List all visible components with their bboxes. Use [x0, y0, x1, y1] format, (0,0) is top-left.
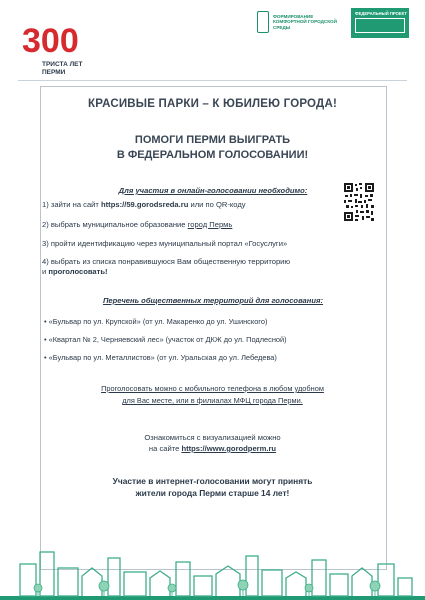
step-4-vote: проголосовать! [48, 267, 108, 276]
logo-300-graphic [20, 22, 92, 58]
federal-project-badge-text: ФЕДЕРАЛЬНЫЙ ПРОЕКТ [355, 11, 407, 16]
step-3: 3) пройти идентификацию через муниципальный портал «Госуслуги» [42, 239, 288, 248]
logo-300-number: 300 [22, 22, 79, 58]
badge-frame [355, 18, 405, 33]
visualization-line2 [40, 443, 385, 454]
step-1 [42, 200, 342, 210]
page-subtitle-line1: ПОМОГИ ПЕРМИ ВЫИГРАТЬ [134, 134, 291, 146]
territory-item: • «Бульвар по ул. Крупской» (от ул. Макаренко до ул. Ушинского) [44, 317, 268, 326]
building-icon [257, 11, 269, 33]
step-4-pre: 4) выбрать из списка понравившуюся Вам общественную территорию [42, 257, 291, 266]
step-1-qr: QR-коду [215, 200, 246, 209]
org-logo [257, 8, 337, 36]
logo-300 [20, 22, 92, 58]
logo-caption [42, 61, 82, 76]
qr-code[interactable] [343, 182, 375, 222]
participation-heading: Для участия в онлайн-голосовании необходимо: [118, 186, 308, 195]
federal-project-badge [351, 8, 409, 38]
step-1-post: или по [188, 200, 216, 209]
step-4-and: и [42, 267, 49, 276]
visualization-line1: Ознакомиться с визуализацией можно [144, 433, 281, 442]
city-skyline-illustration [0, 538, 425, 600]
step-4 [42, 257, 382, 277]
org-logo-text: ФОРМИРОВАНИЕ КОМФОРТНОЙ ГОРОДСКОЙ СРЕДЫ [273, 13, 337, 30]
titles-block [40, 98, 385, 163]
age-note [40, 475, 385, 499]
mobile-note-line2: для Вас месте, или в филиалах МФЦ города Перми. [122, 396, 303, 405]
age-line2: жители города Перми старше 14 лет! [135, 488, 290, 498]
logo-caption-line2: ПЕРМИ [42, 68, 66, 76]
territories-heading: Перечень общественных территорий для голосования: [102, 296, 324, 305]
mobile-note-line1: Проголосовать можно с мобильного телефона в любом удобном [101, 384, 324, 393]
mobile-note [40, 383, 385, 407]
step-1-pre: 1) зайти на сайт [42, 200, 102, 209]
step-1-url[interactable]: https://59.gorodsreda.ru [101, 200, 189, 209]
territory-item: • «Квартал № 2, Черняевский лес» (участок от ДКЖ до ул. Подлесной) [44, 335, 287, 344]
visualization-note [40, 432, 385, 454]
header-divider [18, 80, 407, 81]
page-subtitle [40, 133, 385, 163]
page-title: КРАСИВЫЕ ПАРКИ – К ЮБИЛЕЮ ГОРОДА! [88, 98, 337, 110]
step-2-city: город Пермь [187, 220, 233, 229]
age-line1: Участие в интернет-голосовании могут принять [112, 476, 313, 486]
page-subtitle-line2: В ФЕДЕРАЛЬНОМ ГОЛОСОВАНИИ! [116, 149, 309, 161]
territory-item: • «Бульвар по ул. Металлистов» (от ул. Уральская до ул. Лебедева) [44, 353, 277, 362]
step-2 [42, 220, 342, 230]
visualization-pre: на сайте [148, 444, 182, 453]
step-2-pre: 2) выбрать муниципальное образование [42, 220, 188, 229]
gorodperm-link[interactable]: https://www.gorodperm.ru [181, 444, 277, 453]
logo-caption-line1: ТРИСТА ЛЕТ [42, 61, 83, 68]
